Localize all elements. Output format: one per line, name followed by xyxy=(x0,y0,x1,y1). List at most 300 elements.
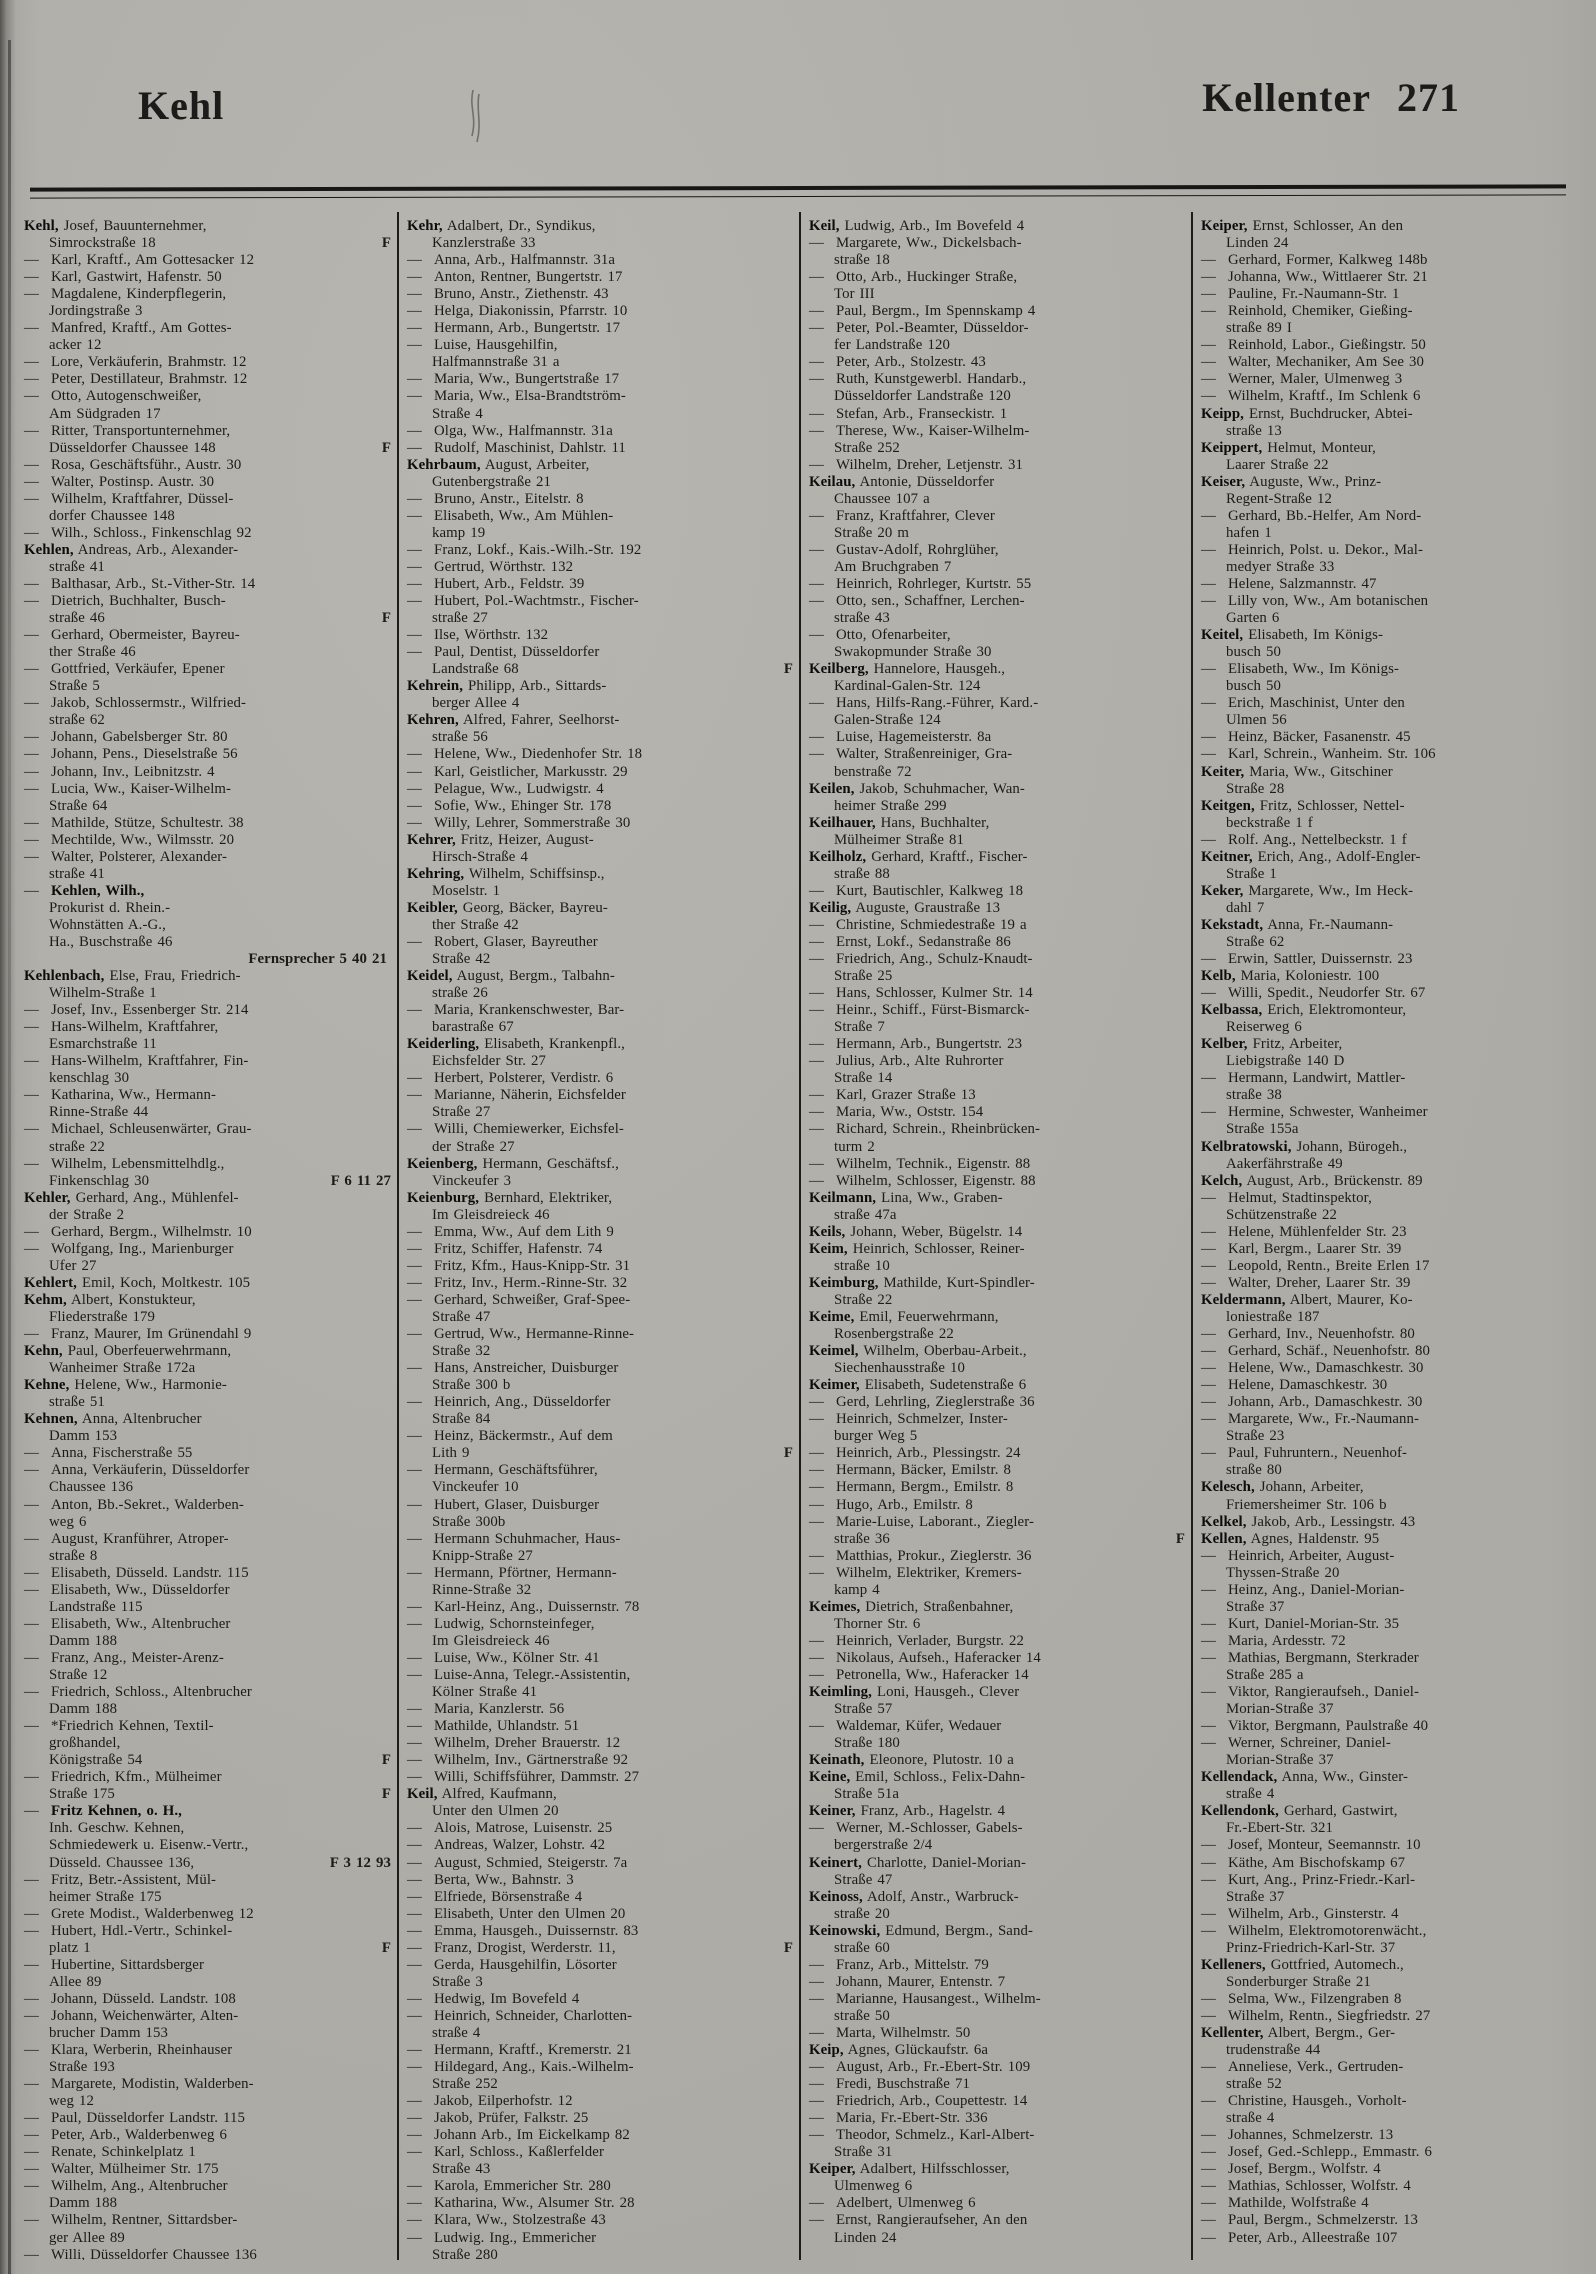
ditto-dash: — xyxy=(407,388,422,405)
directory-line xyxy=(407,474,795,491)
entry-text: — Katharina, Ww., Hermann- xyxy=(24,1087,217,1104)
entry-text: Keimes, Dietrich, Straßenbahner, xyxy=(809,1598,1014,1615)
phone-marker: F 3 12 93 xyxy=(329,1854,391,1871)
entry-text: — Maria, Krankenschwester, Bar- xyxy=(407,1002,625,1019)
entry-surname: Kellendonk, xyxy=(1201,1803,1279,1820)
directory-line xyxy=(407,746,795,763)
entry-text: — Jakob, Eilperhofstr. 12 xyxy=(407,2093,573,2110)
entry-text: — Karl, Bergm., Laarer Str. 39 xyxy=(1201,1240,1402,1257)
entry-text: — Hans, Hilfs-Rang.-Führer, Kard.- xyxy=(809,695,1039,712)
entry-text: Keitner, Erich, Ang., Adolf-Engler- xyxy=(1201,848,1421,865)
ditto-dash: — xyxy=(1201,1632,1216,1649)
entry-text: Liebigstraße 140 D xyxy=(1226,1053,1345,1070)
entry-text: — Wilhelm, Dreher, Letjenstr. 31 xyxy=(809,456,1024,473)
directory-line xyxy=(1201,1070,1582,1087)
entry-text: — Wilhelm, Technik., Eigenstr. 88 xyxy=(809,1155,1031,1172)
directory-line xyxy=(407,406,795,423)
directory-line xyxy=(24,1002,393,1019)
entry-text: — Hermann, Landwirt, Mattler- xyxy=(1201,1070,1406,1087)
directory-line xyxy=(809,2076,1187,2093)
ditto-dash: — xyxy=(1201,1581,1216,1598)
entry-text: — Karl, Kraftf., Am Gottesacker 12 xyxy=(24,252,255,269)
ditto-dash: — xyxy=(1201,1257,1216,1274)
ditto-dash: — xyxy=(24,1718,39,1735)
entry-text: — Petronella, Ww., Haferacker 14 xyxy=(809,1666,1029,1683)
entry-surname: Keker, xyxy=(1201,882,1244,899)
entry-text: — Lucia, Ww., Kaiser-Wilhelm- xyxy=(24,780,232,797)
ditto-dash: — xyxy=(809,320,824,337)
directory-line xyxy=(24,1053,393,1070)
entry-text: Straße 25 xyxy=(834,968,893,985)
directory-line xyxy=(809,2110,1187,2127)
directory-line xyxy=(1201,1616,1582,1633)
entry-text: — August, Schmied, Steigerstr. 7a xyxy=(407,1854,628,1871)
entry-surname: Kehrer, xyxy=(407,831,456,848)
entry-text: — Manfred, Kraftf., Am Gottes- xyxy=(24,320,232,337)
directory-line xyxy=(24,1019,393,1036)
directory-line xyxy=(24,2247,393,2260)
ditto-dash: — xyxy=(24,524,39,541)
entry-text: Schützenstraße 22 xyxy=(1226,1206,1337,1223)
ditto-dash: — xyxy=(809,985,824,1002)
entry-text: turm 2 xyxy=(834,1138,875,1155)
directory-line xyxy=(407,1173,795,1190)
directory-line xyxy=(24,1701,393,1718)
ditto-dash: — xyxy=(1201,1360,1216,1377)
entry-text: Keimling, Loni, Hausgeh., Clever xyxy=(809,1684,1020,1701)
ditto-dash: — xyxy=(24,2127,39,2144)
entry-surname: Kehne, xyxy=(24,1377,70,1394)
directory-line xyxy=(24,2110,393,2127)
ditto-dash: — xyxy=(1201,1394,1216,1411)
ditto-dash: — xyxy=(1201,1905,1216,1922)
ditto-dash: — xyxy=(809,1121,824,1138)
directory-line xyxy=(1201,1889,1582,1906)
ditto-dash: — xyxy=(24,729,39,746)
directory-line xyxy=(1201,917,1582,934)
entry-text: — Robert, Glaser, Bayreuther xyxy=(407,933,598,950)
directory-line xyxy=(809,917,1187,934)
directory-line xyxy=(407,1991,795,2008)
phone-marker: F xyxy=(1175,1530,1185,1547)
entry-text: Ulmen 56 xyxy=(1226,712,1287,729)
ditto-dash: — xyxy=(407,2059,422,2076)
entry-text: Keinowski, Edmund, Bergm., Sand- xyxy=(809,1922,1033,1939)
directory-line xyxy=(809,1957,1187,1974)
directory-line xyxy=(1201,1531,1582,1548)
directory-line xyxy=(1201,2059,1582,2076)
entry-surname: Keilmann, xyxy=(809,1189,877,1206)
entry-text: — Heinz, Bäcker, Fasanenstr. 45 xyxy=(1201,729,1411,746)
directory-line xyxy=(1201,269,1582,286)
ditto-dash: — xyxy=(407,2195,422,2212)
entry-surname: Kehler, xyxy=(24,1189,71,1206)
directory-line xyxy=(407,1786,795,1803)
ditto-dash: — xyxy=(24,1326,39,1343)
directory-line xyxy=(809,1139,1187,1156)
directory-line xyxy=(1201,1241,1582,1258)
entry-text: — Werner, M.-Schlosser, Gabels- xyxy=(809,1820,1023,1837)
directory-line xyxy=(1201,1820,1582,1837)
ditto-dash: — xyxy=(24,1121,39,1138)
directory-line xyxy=(24,1718,393,1735)
entry-text: Gutenbergstraße 21 xyxy=(432,473,552,490)
directory-line xyxy=(1201,712,1582,729)
directory-line xyxy=(407,917,795,934)
directory-line xyxy=(1201,406,1582,423)
directory-line xyxy=(809,474,1187,491)
directory-line xyxy=(407,1752,795,1769)
ditto-dash: — xyxy=(24,1223,39,1240)
entry-surname: Keienberg, xyxy=(407,1155,478,1172)
directory-line xyxy=(809,1582,1187,1599)
directory-line xyxy=(1201,1190,1582,1207)
ditto-dash: — xyxy=(407,558,422,575)
entry-text: Straße 285 a xyxy=(1226,1666,1304,1683)
directory-line xyxy=(1201,1139,1582,1156)
directory-line xyxy=(407,1872,795,1889)
directory-line xyxy=(809,1599,1187,1616)
entry-text: — Wilhelm, Elektromotorenwächt., xyxy=(1201,1922,1427,1939)
directory-line xyxy=(407,1582,795,1599)
entry-text: — Klara, Ww., Stolzestraße 43 xyxy=(407,2212,606,2229)
directory-line xyxy=(1201,491,1582,508)
ditto-dash: — xyxy=(407,1888,422,1905)
entry-text: Finkenschlag 30 xyxy=(49,1172,150,1189)
directory-line xyxy=(407,1548,795,1565)
entry-text: Im Gleisdreieck 46 xyxy=(432,1206,550,1223)
entry-text: Keiner, Franz, Arb., Hagelstr. 4 xyxy=(809,1803,1006,1820)
ditto-dash: — xyxy=(809,507,824,524)
entry-text: Kehrbaum, August, Arbeiter, xyxy=(407,456,590,473)
directory-line xyxy=(809,1633,1187,1650)
entry-text: — Karl, Schloss., Kaßlerfelder xyxy=(407,2144,604,2161)
entry-text: Keimel, Wilhelm, Oberbau-Arbeit., xyxy=(809,1343,1027,1360)
ditto-dash: — xyxy=(809,2195,824,2212)
directory-line xyxy=(809,1923,1187,1940)
entry-text: Rosenbergstraße 22 xyxy=(834,1326,954,1343)
directory-line xyxy=(809,559,1187,576)
entry-text: platz 1 xyxy=(49,1939,91,1956)
entry-text: — Maria, Ww., Bungertstraße 17 xyxy=(407,371,620,388)
directory-line xyxy=(809,371,1187,388)
directory-line xyxy=(24,1974,393,1991)
entry-text: — Peter, Arb., Walderbenweg 6 xyxy=(24,2127,228,2144)
directory-line xyxy=(809,781,1187,798)
entry-surname: Keimes, xyxy=(809,1598,861,1615)
directory-line xyxy=(1201,1633,1582,1650)
directory-line xyxy=(809,2093,1187,2110)
directory-line xyxy=(1201,832,1582,849)
ditto-dash: — xyxy=(24,388,39,405)
entry-text: — Hermann, Arb., Bungertstr. 23 xyxy=(809,1036,1023,1053)
directory-line xyxy=(809,2042,1187,2059)
entry-text: Kelbratowski, Johann, Bürogeh., xyxy=(1201,1138,1408,1155)
entry-text: Kehrein, Philipp, Arb., Sittards- xyxy=(407,678,607,695)
directory-line xyxy=(407,2230,795,2247)
ditto-dash: — xyxy=(24,1990,39,2007)
ditto-dash: — xyxy=(24,1684,39,1701)
entry-text: — Ernst, Lokf., Sedanstraße 86 xyxy=(809,933,1011,950)
entry-text: — Sofie, Ww., Ehinger Str. 178 xyxy=(407,797,612,814)
entry-text: — Helmut, Stadtinspektor, xyxy=(1201,1189,1372,1206)
directory-line xyxy=(24,1479,393,1496)
directory-line xyxy=(809,1173,1187,1190)
entry-text: Kehm, Albert, Konstukteur, xyxy=(24,1291,196,1308)
ditto-dash: — xyxy=(809,1547,824,1564)
entry-text: Keibler, Georg, Bäcker, Bayreu- xyxy=(407,899,608,916)
directory-line xyxy=(809,388,1187,405)
entry-text: — Mathias, Bergmann, Sterkrader xyxy=(1201,1649,1419,1666)
entry-text: — Fritz, Betr.-Assistent, Mül- xyxy=(24,1871,217,1888)
directory-line xyxy=(1201,2230,1582,2247)
entry-surname: Kehr, xyxy=(407,218,443,234)
directory-line xyxy=(809,832,1187,849)
directory-line xyxy=(24,559,393,576)
entry-text: — Wilhelm, Elektriker, Kremers- xyxy=(809,1564,1022,1581)
ditto-dash: — xyxy=(407,2007,422,2024)
directory-line xyxy=(407,1411,795,1428)
ditto-dash: — xyxy=(24,2007,39,2024)
directory-line xyxy=(24,1394,393,1411)
entry-text: busch 50 xyxy=(1226,678,1282,695)
directory-line xyxy=(407,2076,795,2093)
directory-line xyxy=(407,1207,795,1224)
entry-surname: Keldermann, xyxy=(1201,1291,1286,1308)
directory-line xyxy=(407,661,795,678)
directory-line xyxy=(407,2059,795,2076)
directory-line xyxy=(809,746,1187,763)
ditto-dash: — xyxy=(1201,2229,1216,2246)
directory-line xyxy=(1201,1173,1582,1190)
directory-line xyxy=(407,1156,795,1173)
directory-line xyxy=(809,252,1187,269)
ditto-dash: — xyxy=(24,252,39,269)
ditto-dash: — xyxy=(407,1394,422,1411)
ditto-dash: — xyxy=(24,1240,39,1257)
directory-line xyxy=(24,781,393,798)
entry-text: Am Bruchgraben 7 xyxy=(834,558,952,575)
directory-line xyxy=(809,2230,1187,2247)
directory-line xyxy=(407,423,795,440)
entry-text: Straße 5 xyxy=(49,678,100,695)
directory-line xyxy=(809,1258,1187,1275)
ditto-dash: — xyxy=(24,593,39,610)
entry-text: Straße 300b xyxy=(432,1513,506,1530)
entry-text: Kehlenbach, Else, Frau, Friedrich- xyxy=(24,968,241,985)
directory-line xyxy=(24,1156,393,1173)
ditto-dash: — xyxy=(407,1121,422,1138)
directory-line xyxy=(24,593,393,610)
entry-text: — Werner, Schreiner, Daniel- xyxy=(1201,1735,1391,1752)
directory-line xyxy=(24,320,393,337)
directory-line xyxy=(24,661,393,678)
directory-line xyxy=(809,1121,1187,1138)
ditto-dash: — xyxy=(809,695,824,712)
entry-text: — Mathilde, Uhlandstr. 51 xyxy=(407,1718,580,1735)
entry-text: Garten 6 xyxy=(1226,610,1280,627)
ditto-dash: — xyxy=(24,814,39,831)
entry-text: — Johann, Düsseld. Landstr. 108 xyxy=(24,1990,236,2007)
ditto-dash: — xyxy=(407,1666,422,1683)
entry-text: — Gerhard, Obermeister, Bayreu- xyxy=(24,627,240,644)
ditto-dash: — xyxy=(407,2144,422,2161)
directory-line xyxy=(407,1275,795,1292)
binding-fold-line xyxy=(8,40,11,2274)
entry-text: Allee 89 xyxy=(49,1973,102,1990)
ditto-dash: — xyxy=(24,1155,39,1172)
entry-text: Keilhauer, Hans, Buchhalter, xyxy=(809,814,990,831)
entry-text: Rinne-Straße 32 xyxy=(432,1581,532,1598)
entry-surname: Keils, xyxy=(809,1223,846,1240)
directory-line xyxy=(809,593,1187,610)
entry-text: straße 46 xyxy=(49,610,105,627)
entry-text: — Ludwig, Schornsteinfeger, xyxy=(407,1615,595,1632)
entry-text: Kardinal-Galen-Str. 124 xyxy=(834,678,981,695)
directory-line xyxy=(809,1940,1187,1957)
page-number: 271 xyxy=(1397,75,1460,120)
ditto-dash: — xyxy=(407,1718,422,1735)
directory-line xyxy=(407,1889,795,1906)
entry-text: — Gustav-Adolf, Rohrglüher, xyxy=(809,541,999,558)
entry-text: — Josef, Bergm., Wolfstr. 4 xyxy=(1201,2161,1381,2178)
entry-text: Kehring, Wilhelm, Schiffsinsp., xyxy=(407,865,605,882)
entry-text: — Ruth, Kunstgewerbl. Handarb., xyxy=(809,371,1027,388)
entry-text: straße 4 xyxy=(432,2024,481,2041)
directory-line xyxy=(407,1599,795,1616)
entry-text: Straße 22 xyxy=(834,1291,893,1308)
entry-text: Keinert, Charlotte, Daniel-Morian- xyxy=(809,1854,1027,1871)
ditto-dash: — xyxy=(24,1649,39,1666)
entry-text: straße 41 xyxy=(49,865,105,882)
entry-text: Kehr, Adalbert, Dr., Syndikus, xyxy=(407,218,596,234)
directory-line xyxy=(407,269,795,286)
directory-line xyxy=(809,2195,1187,2212)
ditto-dash: — xyxy=(809,933,824,950)
directory-line xyxy=(1201,798,1582,815)
entry-text: Keiter, Maria, Ww., Gitschiner xyxy=(1201,763,1393,780)
entry-text: — Heinz, Ang., Daniel-Morian- xyxy=(1201,1581,1405,1598)
directory-line xyxy=(809,286,1187,303)
entry-text: — *Friedrich Kehnen, Textil- xyxy=(24,1718,214,1735)
directory-line xyxy=(407,235,795,252)
entry-text: Keidel, August, Bergm., Talbahn- xyxy=(407,968,615,985)
ditto-dash: — xyxy=(1201,729,1216,746)
entry-surname: Kelleners, xyxy=(1201,1956,1266,1973)
ditto-dash: — xyxy=(809,729,824,746)
ditto-dash: — xyxy=(809,1820,824,1837)
directory-line xyxy=(407,968,795,985)
directory-line xyxy=(24,388,393,405)
directory-line xyxy=(24,2161,393,2178)
entry-text: Straße 84 xyxy=(432,1411,491,1428)
entry-text: Ufer 27 xyxy=(49,1257,97,1274)
entry-text: — Mathilde, Wolfstraße 4 xyxy=(1201,2195,1369,2212)
ditto-dash: — xyxy=(1201,1649,1216,1666)
ditto-dash: — xyxy=(1201,1377,1216,1394)
directory-line xyxy=(24,1036,393,1053)
entry-surname: Kellendack, xyxy=(1201,1769,1278,1786)
directory-line xyxy=(24,1650,393,1667)
ditto-dash: — xyxy=(24,320,39,337)
entry-text: — Wilh., Schloss., Finkenschlag 92 xyxy=(24,524,252,541)
ditto-dash: — xyxy=(24,1803,39,1820)
directory-columns xyxy=(16,212,1586,2260)
directory-line xyxy=(809,1445,1187,1462)
entry-text: Keimer, Elisabeth, Sudetenstraße 6 xyxy=(809,1377,1027,1394)
directory-line xyxy=(24,2025,393,2042)
directory-line xyxy=(407,2212,795,2229)
entry-text: Chaussee 107 a xyxy=(834,490,930,507)
entry-text: — Mechtilde, Ww., Wilmsstr. 20 xyxy=(24,831,235,848)
entry-text: — Franz, Drogist, Werderstr. 11, xyxy=(407,1939,616,1956)
directory-line xyxy=(1201,2025,1582,2042)
directory-line xyxy=(809,627,1187,644)
ditto-dash: — xyxy=(24,456,39,473)
ditto-dash: — xyxy=(24,831,39,848)
directory-line xyxy=(1201,1599,1582,1616)
directory-line xyxy=(407,1377,795,1394)
entry-text: — Berta, Ww., Bahnstr. 3 xyxy=(407,1871,574,1888)
directory-line xyxy=(24,1769,393,1786)
ditto-dash: — xyxy=(407,1854,422,1871)
phone-marker: F xyxy=(381,235,391,252)
entry-text: — August, Kranführer, Atroper- xyxy=(24,1530,229,1547)
entry-text: — Erwin, Sattler, Duissernstr. 23 xyxy=(1201,951,1413,968)
entry-text: Keker, Margarete, Ww., Im Heck- xyxy=(1201,882,1414,899)
directory-line xyxy=(407,320,795,337)
ditto-dash: — xyxy=(809,1462,824,1479)
directory-line xyxy=(407,1633,795,1650)
directory-line xyxy=(407,849,795,866)
directory-line xyxy=(809,235,1187,252)
directory-line xyxy=(407,644,795,661)
entry-text: — Hermann, Pförtner, Hermann- xyxy=(407,1564,617,1581)
directory-line xyxy=(809,303,1187,320)
entry-text: — Adelbert, Ulmenweg 6 xyxy=(809,2195,976,2212)
directory-line xyxy=(24,1735,393,1752)
ditto-dash: — xyxy=(407,1735,422,1752)
entry-text: Swakopmunder Straße 30 xyxy=(834,644,992,661)
entry-text: — Katharina, Ww., Alsumer Str. 28 xyxy=(407,2195,635,2212)
directory-line xyxy=(407,1036,795,1053)
entry-text: Kelber, Fritz, Arbeiter, xyxy=(1201,1036,1343,1053)
entry-text: — Karl, Gastwirt, Hafenstr. 50 xyxy=(24,269,222,286)
directory-line xyxy=(407,764,795,781)
entry-text: — Elisabeth, Ww., Altenbrucher xyxy=(24,1615,231,1632)
directory-line xyxy=(1201,1923,1582,1940)
entry-text: Königstraße 54 xyxy=(49,1752,143,1769)
ditto-dash: — xyxy=(1201,1274,1216,1291)
directory-line xyxy=(24,542,393,559)
entry-text: Keilberg, Hannelore, Hausgeh., xyxy=(809,661,1006,678)
entry-text: — Ernst, Rangieraufseher, An den xyxy=(809,2212,1028,2229)
ditto-dash: — xyxy=(407,780,422,797)
ditto-dash: — xyxy=(24,1871,39,1888)
ditto-dash: — xyxy=(24,1769,39,1786)
entry-text: — Ritter, Transportunternehmer, xyxy=(24,422,231,439)
directory-line xyxy=(24,627,393,644)
directory-line xyxy=(407,1139,795,1156)
directory-line xyxy=(1201,781,1582,798)
ditto-dash: — xyxy=(24,1581,39,1598)
entry-text: Keitel, Elisabeth, Im Königs- xyxy=(1201,627,1383,644)
entry-text: — Wilhelm, Lebensmittelhdlg., xyxy=(24,1155,225,1172)
ditto-dash: — xyxy=(24,746,39,763)
entry-text: dorfer Chaussee 148 xyxy=(49,507,175,524)
directory-line xyxy=(24,678,393,695)
entry-text: — Rudolf, Maschinist, Dahlstr. 11 xyxy=(407,439,626,456)
